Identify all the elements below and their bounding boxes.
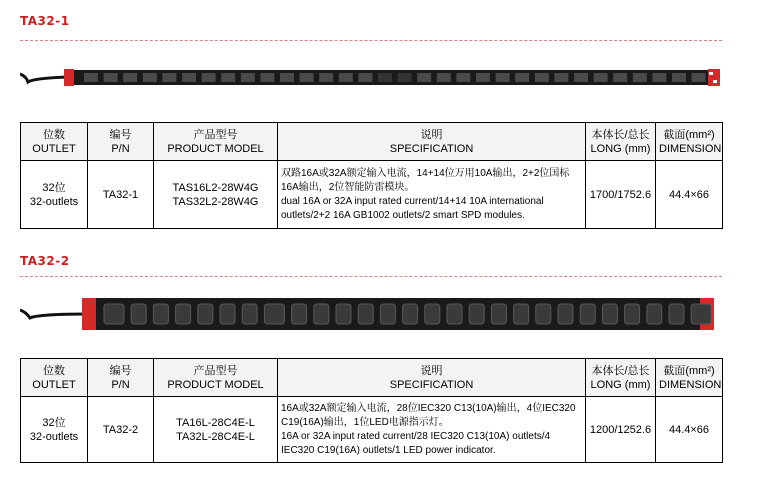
outlet-socket-icon: [574, 73, 588, 82]
cell-model: TAS16L2-28W4G TAS32L2-28W4G: [154, 161, 278, 229]
c13-socket-icon: [669, 304, 684, 324]
section-title-ta32-1: TA32-1: [20, 14, 70, 28]
outlet-socket-icon: [633, 73, 647, 82]
header-pn: 编号 P/N: [88, 359, 154, 397]
outlet-socket-icon: [123, 73, 137, 82]
header-outlet: 位数 OUTLET: [21, 123, 88, 161]
outlet-socket-icon: [672, 73, 686, 82]
outlet-socket-icon: [319, 73, 333, 82]
outlet-socket-icon: [515, 73, 529, 82]
header-spec: 说明 SPECIFICATION: [278, 359, 586, 397]
c19-socket-icon: [104, 304, 124, 324]
outlet-socket-icon: [221, 73, 235, 82]
c13-socket-icon: [558, 304, 573, 324]
table-row: [21, 161, 723, 229]
header-long: 本体长/总长 LONG (mm): [586, 359, 656, 397]
c13-socket-icon: [292, 304, 307, 324]
c13-socket-icon: [380, 304, 395, 324]
outlet-socket-icon: [613, 73, 627, 82]
c13-socket-icon: [536, 304, 551, 324]
header-dimension: 截面(mm²) DIMENSION: [656, 359, 723, 397]
section-title-ta32-2: TA32-2: [20, 254, 70, 268]
pdu-strip-universal-icon: [20, 64, 722, 90]
c13-socket-icon: [131, 304, 146, 324]
c13-socket-icon: [153, 304, 168, 324]
header-model: 产品型号 PRODUCT MODEL: [154, 123, 278, 161]
table-header-row: [21, 123, 723, 161]
c13-socket-icon: [314, 304, 329, 324]
outlet-socket-icon: [162, 73, 176, 82]
spec-table-ta32-1: [20, 122, 723, 229]
outlet-socket-icon: [456, 73, 470, 82]
header-long: 本体长/总长 LONG (mm): [586, 123, 656, 161]
spec-table-ta32-2: [20, 358, 723, 463]
c13-socket-icon: [336, 304, 351, 324]
table-header-row: [21, 359, 723, 397]
header-outlet: 位数 OUTLET: [21, 359, 88, 397]
outlet-socket-icon: [182, 73, 196, 82]
c13-socket-icon: [625, 304, 640, 324]
cell-pn: TA32-1: [88, 161, 154, 229]
outlet-socket-icon: [535, 73, 549, 82]
table-row: [21, 397, 723, 463]
outlet-socket-icon: [378, 73, 392, 82]
outlet-socket-icon: [476, 73, 490, 82]
outlet-socket-icon: [398, 73, 412, 82]
header-model: 产品型号 PRODUCT MODEL: [154, 359, 278, 397]
outlet-socket-icon: [143, 73, 157, 82]
outlet-socket-icon: [437, 73, 451, 82]
cell-outlet: 32位 32-outlets: [21, 161, 88, 229]
outlet-socket-icon: [241, 73, 255, 82]
c13-socket-icon: [602, 304, 617, 324]
c13-socket-icon: [580, 304, 595, 324]
cell-long: 1700/1752.6: [586, 161, 656, 229]
header-spec: 说明 SPECIFICATION: [278, 123, 586, 161]
cell-long: 1200/1252.6: [586, 397, 656, 463]
outlet-socket-icon: [652, 73, 666, 82]
outlet-socket-icon: [692, 73, 706, 82]
cell-model: TA16L-28C4E-L TA32L-28C4E-L: [154, 397, 278, 463]
c13-socket-icon: [403, 304, 418, 324]
header-dimension: 截面(mm²) DIMENSION: [656, 123, 723, 161]
cell-dimension: 44.4×66: [656, 397, 723, 463]
outlet-socket-icon: [202, 73, 216, 82]
outlet-socket-icon: [554, 73, 568, 82]
outlet-socket-icon: [496, 73, 510, 82]
c13-socket-icon: [469, 304, 484, 324]
outlet-socket-icon: [84, 73, 98, 82]
outlet-socket-icon: [260, 73, 274, 82]
c13-socket-icon: [176, 304, 191, 324]
outlet-socket-icon: [358, 73, 372, 82]
c13-socket-icon: [491, 304, 506, 324]
c13-socket-icon: [514, 304, 529, 324]
outlet-socket-icon: [300, 73, 314, 82]
divider: [20, 40, 722, 41]
cell-spec: 双路16A或32A额定输入电流，14+14位万用10A输出，2+2位国标16A输出，2位智能防雷模块。 dual 16A or 32A input rated current/14+14 10A international outlets/2+2 16A GB1002 outlets/2 smart SPD modules.: [278, 161, 586, 229]
outlet-socket-icon: [104, 73, 118, 82]
c19-socket-icon: [264, 304, 284, 324]
c19-socket-icon: [691, 304, 711, 324]
header-pn: 编号 P/N: [88, 123, 154, 161]
cell-dimension: 44.4×66: [656, 161, 723, 229]
pdu-strip-c13-c19-icon: [20, 294, 722, 334]
outlet-socket-icon: [280, 73, 294, 82]
cell-spec: 16A或32A额定输入电流，28位IEC320 C13(10A)输出，4位IEC320 C19(16A)输出，1位LED电源指示灯。 16A or 32A input rated current/28 IEC320 C13(10A) outlets/4 IEC320 C19(16A) outlets/1 LED power indicator.: [278, 397, 586, 463]
c13-socket-icon: [647, 304, 662, 324]
c13-socket-icon: [220, 304, 235, 324]
cell-pn: TA32-2: [88, 397, 154, 463]
c13-socket-icon: [425, 304, 440, 324]
outlet-socket-icon: [339, 73, 353, 82]
cell-outlet: 32位 32-outlets: [21, 397, 88, 463]
outlet-socket-icon: [417, 73, 431, 82]
c13-socket-icon: [198, 304, 213, 324]
c13-socket-icon: [447, 304, 462, 324]
outlet-socket-icon: [594, 73, 608, 82]
c13-socket-icon: [242, 304, 257, 324]
c13-socket-icon: [358, 304, 373, 324]
divider: [20, 276, 722, 277]
